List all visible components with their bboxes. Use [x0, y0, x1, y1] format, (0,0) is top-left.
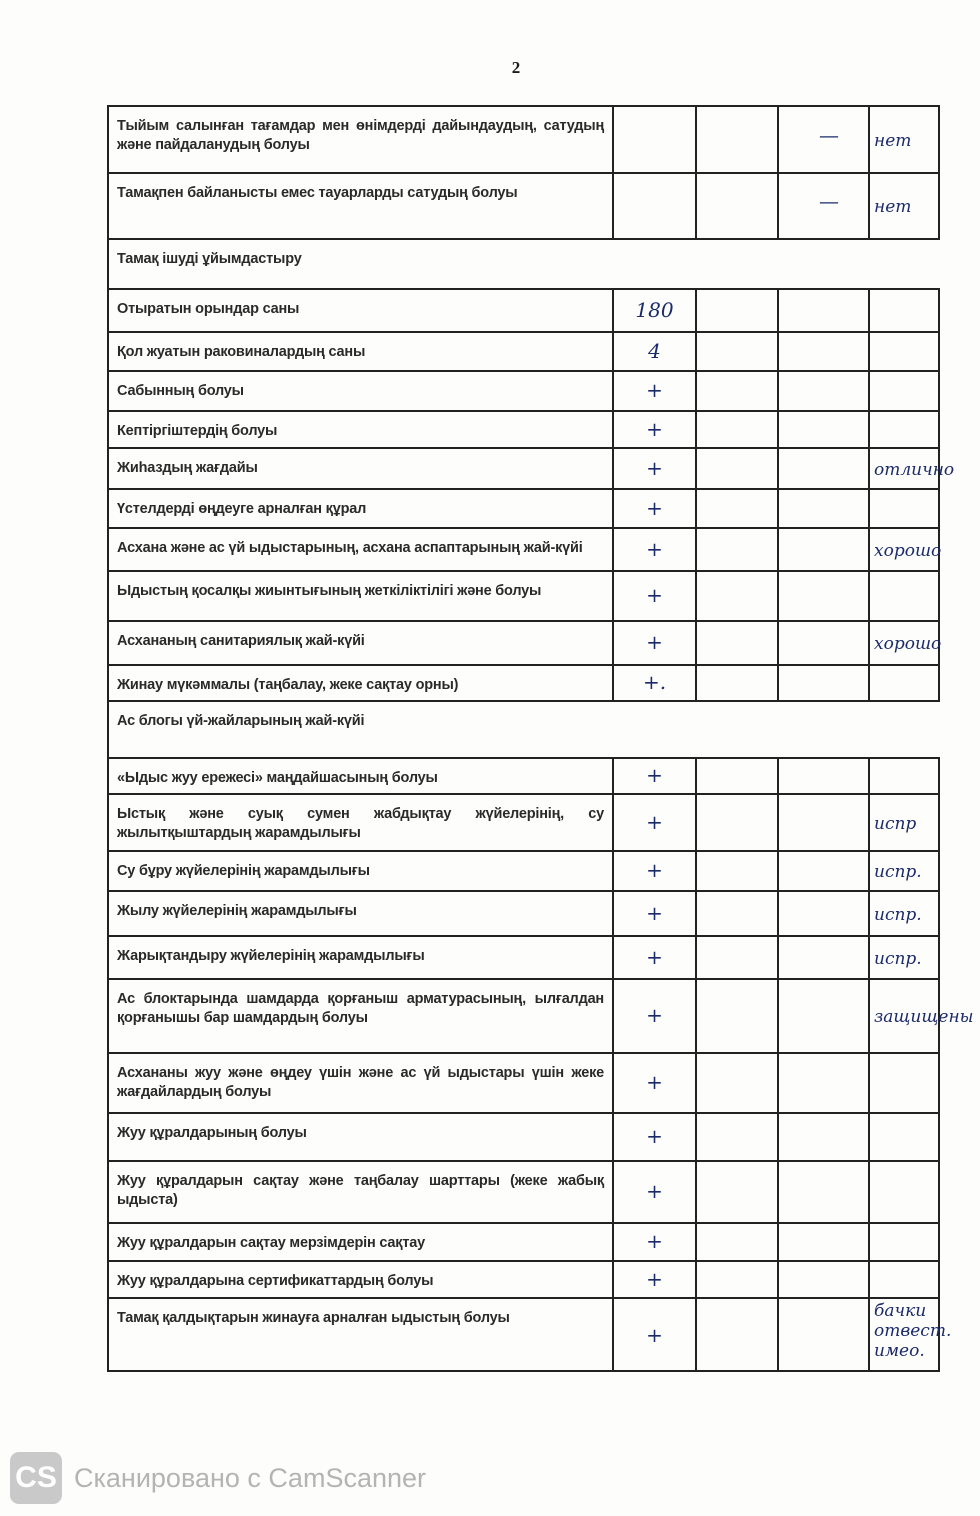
handwritten-mark: 4 [648, 338, 661, 363]
table-row [107, 410, 940, 447]
criterion-label: Тыйым салынған тағамдар мен өнімдерді дайындаудың, сатудың және пайдаланудың болуы [117, 118, 604, 153]
value-cell-4 [777, 759, 868, 793]
handwritten-mark: + [646, 1179, 663, 1203]
value-cell-3 [695, 1262, 777, 1297]
criterion-label: Асхана және ас үй ыдыстарының, асхана аспаптарының жай-күйі [117, 540, 583, 556]
table-row [107, 105, 940, 172]
value-cell-2 [612, 572, 695, 620]
criterion-label: Тамақ қалдықтарын жинауға арналған ыдыстың болуы [117, 1310, 510, 1326]
value-cell-2 [612, 1162, 695, 1222]
value-cell-4 [777, 980, 868, 1052]
value-cell-5 [868, 1162, 940, 1222]
value-cell-3 [695, 795, 777, 850]
table-row [107, 757, 940, 793]
value-cell-5 [868, 622, 940, 664]
value-cell-4 [777, 892, 868, 935]
value-cell-3 [695, 759, 777, 793]
value-cell-4 [777, 795, 868, 850]
table-row [107, 488, 940, 527]
criterion-label: Ыдыстың қосалқы жиынтығының жеткіліктілігі және болуы [117, 583, 542, 599]
value-cell-3 [695, 490, 777, 527]
table-row [107, 664, 940, 700]
value-cell-3 [695, 622, 777, 664]
value-cell-4 [777, 1054, 868, 1112]
handwritten-mark: защищены [874, 1007, 974, 1027]
value-cell-4 [777, 107, 868, 172]
value-cell-3 [695, 892, 777, 935]
value-cell-2 [612, 449, 695, 488]
handwritten-mark: + [646, 1070, 663, 1094]
value-cell-4 [777, 333, 868, 370]
criterion-cell [107, 937, 612, 978]
handwritten-mark: + [646, 630, 663, 654]
handwritten-mark: хорошо [874, 634, 942, 654]
handwritten-mark: бачки отвест. имео. [874, 1301, 952, 1361]
criterion-label: Жуу құралдарының болуы [117, 1125, 307, 1141]
handwritten-mark: + [646, 455, 663, 480]
value-cell-4 [777, 449, 868, 488]
table-row [107, 1112, 940, 1160]
value-cell-3 [695, 572, 777, 620]
value-cell-3 [695, 1299, 777, 1370]
handwritten-mark: + [646, 1124, 663, 1148]
value-cell-2 [612, 1114, 695, 1160]
value-cell-5 [868, 980, 974, 1052]
table-row [107, 1297, 952, 1372]
criterion-label: Асхананың санитариялық жай-күйі [117, 633, 365, 649]
criterion-cell [107, 1114, 612, 1160]
handwritten-mark: + [646, 416, 663, 441]
value-cell-3 [695, 1224, 777, 1260]
section-title: Тамақ ішуді ұйымдастыру [117, 251, 302, 267]
criterion-cell [107, 529, 612, 570]
value-cell-4 [777, 852, 868, 890]
value-cell-2 [612, 1054, 695, 1112]
value-cell-3 [695, 852, 777, 890]
camscanner-logo-icon: CS [10, 1452, 62, 1504]
value-cell-2 [612, 980, 695, 1052]
criterion-cell [107, 572, 612, 620]
criterion-label: Тамақпен байланысты емес тауарларды сатудың болуы [117, 185, 518, 201]
value-cell-5 [868, 892, 940, 935]
criterion-label: Отыратын орындар саны [117, 301, 300, 317]
value-cell-4 [777, 174, 868, 238]
value-cell-4 [777, 490, 868, 527]
handwritten-mark: нет [874, 197, 912, 217]
table-row [107, 1052, 940, 1112]
criterion-label: Жылу жүйелерінің жарамдылығы [117, 903, 357, 919]
handwritten-mark: испр. [874, 948, 922, 969]
criterion-label: Кептіргіштердің болуы [117, 423, 278, 439]
value-cell-5 [868, 1224, 940, 1260]
value-cell-2 [612, 174, 695, 238]
value-cell-3 [695, 107, 777, 172]
value-cell-5 [868, 333, 940, 370]
criterion-label: Жуу құралдарын сақтау мерзімдерін сақтау [117, 1235, 425, 1251]
value-cell-5 [868, 1262, 940, 1297]
table-row [107, 288, 940, 331]
criterion-cell [107, 412, 612, 447]
value-cell-2 [612, 1224, 695, 1260]
criterion-label: «Ыдыс жуу ережесі» маңдайшасының болуы [117, 770, 438, 786]
criterion-cell [107, 449, 612, 488]
value-cell-4 [777, 529, 868, 570]
criterion-label: Асхананы жуу және өңдеу үшін және ас үй ыдыстары үшін жеке жағдайлардың болуы [117, 1065, 604, 1100]
value-cell-3 [695, 1162, 777, 1222]
value-cell-5 [868, 852, 940, 890]
value-cell-5 [868, 372, 940, 410]
handwritten-mark: +. [642, 670, 667, 694]
value-cell-4 [777, 372, 868, 410]
handwritten-mark: 180 [635, 297, 674, 322]
value-cell-3 [695, 980, 777, 1052]
camscanner-text: Сканировано с CamScanner [74, 1462, 427, 1493]
criterion-cell [107, 892, 612, 935]
value-cell-5 [868, 290, 940, 331]
value-cell-5 [868, 412, 940, 447]
table-row [107, 1260, 940, 1297]
value-cell-4 [777, 1262, 868, 1297]
table-row [107, 978, 974, 1052]
criterion-cell [107, 666, 612, 700]
value-cell-2 [612, 795, 695, 850]
table-row [107, 890, 940, 935]
value-cell-4 [777, 572, 868, 620]
criterion-label: Жиһаздың жағдайы [117, 460, 258, 476]
criterion-cell [107, 1262, 612, 1297]
value-cell-2 [612, 852, 695, 890]
table-row [107, 935, 940, 978]
criterion-label: Жинау мүкәммалы (таңбалау, жеке сақтау орны) [117, 677, 459, 693]
value-cell-5 [868, 572, 940, 620]
value-cell-2 [612, 622, 695, 664]
value-cell-5 [868, 1054, 940, 1112]
criterion-label: Ас блоктарында шамдарда қорғаныш арматурасының, ылғалдан қорғанышы бар шамдардың болуы [117, 991, 604, 1026]
value-cell-3 [695, 449, 777, 488]
criterion-cell [107, 107, 612, 172]
handwritten-mark: испр [874, 813, 917, 834]
value-cell-5 [868, 1114, 940, 1160]
value-cell-2 [612, 759, 695, 793]
criterion-label: Жарықтандыру жүйелерінің жарамдылығы [117, 948, 425, 964]
criterion-cell [107, 852, 612, 890]
value-cell-4 [777, 666, 868, 700]
criterion-label: Үстелдерді өңдеуге арналған құрал [117, 501, 367, 517]
value-cell-2 [612, 107, 695, 172]
value-cell-4 [777, 1162, 868, 1222]
value-cell-5 [868, 529, 940, 570]
value-cell-3 [695, 1114, 777, 1160]
criterion-label: Су бұру жүйелерінің жарамдылығы [117, 863, 370, 879]
value-cell-5 [868, 107, 940, 172]
value-cell-2 [612, 666, 695, 700]
criterion-label: Ыстық және суық сумен жабдықтау жүйелерінің, су жылытқыштардың жарамдылығы [117, 806, 604, 841]
criterion-label: Қол жуатын раковиналардың саны [117, 344, 366, 360]
handwritten-mark: + [646, 495, 663, 520]
value-cell-2 [612, 290, 695, 331]
value-cell-5 [868, 666, 940, 700]
value-cell-2 [612, 529, 695, 570]
value-cell-5 [868, 759, 940, 793]
section-header-row [107, 700, 940, 757]
value-cell-3 [695, 937, 777, 978]
value-cell-3 [695, 1054, 777, 1112]
table-row [107, 447, 955, 488]
value-cell-5 [868, 795, 940, 850]
handwritten-mark: + [646, 536, 663, 561]
criterion-cell [107, 1054, 612, 1112]
value-cell-2 [612, 1299, 695, 1370]
value-cell-5 [868, 937, 940, 978]
value-cell-4 [777, 1224, 868, 1260]
value-cell-4 [777, 622, 868, 664]
criterion-cell [107, 333, 612, 370]
handwritten-mark: + [646, 900, 663, 925]
criterion-cell [107, 1162, 612, 1222]
value-cell-3 [695, 666, 777, 700]
criterion-cell [107, 1299, 612, 1370]
criterion-label: Жуу құралдарына сертификаттардың болуы [117, 1273, 434, 1289]
handwritten-mark: + [646, 1229, 663, 1253]
handwritten-mark: + [646, 858, 663, 882]
value-cell-3 [695, 529, 777, 570]
handwritten-mark: + [646, 583, 663, 607]
criterion-cell [107, 174, 612, 238]
handwritten-mark: отлично [874, 459, 955, 480]
table-row [107, 1222, 940, 1260]
criterion-cell [107, 372, 612, 410]
camscanner-watermark [10, 1452, 426, 1504]
criterion-cell [107, 240, 940, 288]
criterion-label: Жуу құралдарын сақтау және таңбалау шарттары (жеке жабық ыдыста) [117, 1173, 604, 1208]
handwritten-mark: + [646, 944, 663, 969]
table-row [107, 331, 940, 370]
handwritten-mark: — [819, 122, 839, 147]
section-header-row [107, 238, 940, 288]
handwritten-mark: + [646, 763, 663, 787]
value-cell-4 [777, 412, 868, 447]
section-title: Ас блогы үй-жайларының жай-күйі [117, 713, 365, 729]
table-row [107, 1160, 940, 1222]
criterion-cell [107, 1224, 612, 1260]
value-cell-3 [695, 412, 777, 447]
handwritten-mark: — [819, 189, 839, 213]
criterion-cell [107, 795, 612, 850]
page-number: 2 [511, 58, 521, 77]
value-cell-4 [777, 290, 868, 331]
value-cell-3 [695, 333, 777, 370]
table-row [107, 172, 940, 238]
criterion-cell [107, 759, 612, 793]
handwritten-mark: хорошо [874, 540, 942, 561]
criterion-label: Сабынның болуы [117, 383, 244, 399]
criterion-cell [107, 702, 940, 757]
table-row [107, 620, 940, 664]
handwritten-mark: + [646, 1003, 663, 1027]
value-cell-3 [695, 290, 777, 331]
value-cell-2 [612, 372, 695, 410]
value-cell-5 [868, 490, 940, 527]
criterion-cell [107, 290, 612, 331]
value-cell-2 [612, 333, 695, 370]
value-cell-3 [695, 174, 777, 238]
handwritten-mark: + [646, 1322, 663, 1347]
table-row [107, 570, 940, 620]
table-row [107, 527, 940, 570]
handwritten-mark: испр. [874, 862, 922, 882]
handwritten-mark: + [646, 809, 663, 834]
value-cell-4 [777, 1114, 868, 1160]
criterion-cell [107, 490, 612, 527]
value-cell-4 [777, 937, 868, 978]
table-row [107, 370, 940, 410]
value-cell-5 [868, 449, 955, 488]
value-cell-4 [777, 1299, 868, 1370]
value-cell-2 [612, 937, 695, 978]
handwritten-mark: испр. [874, 904, 922, 925]
value-cell-5 [868, 174, 940, 238]
criterion-cell [107, 622, 612, 664]
criterion-cell [107, 980, 612, 1052]
value-cell-2 [612, 892, 695, 935]
value-cell-2 [612, 1262, 695, 1297]
handwritten-mark: + [646, 1266, 663, 1291]
handwritten-mark: нет [874, 130, 912, 151]
value-cell-2 [612, 490, 695, 527]
table-row [107, 850, 940, 890]
value-cell-5 [868, 1299, 952, 1370]
value-cell-3 [695, 372, 777, 410]
value-cell-2 [612, 412, 695, 447]
table-row [107, 793, 940, 850]
handwritten-mark: + [646, 378, 663, 402]
